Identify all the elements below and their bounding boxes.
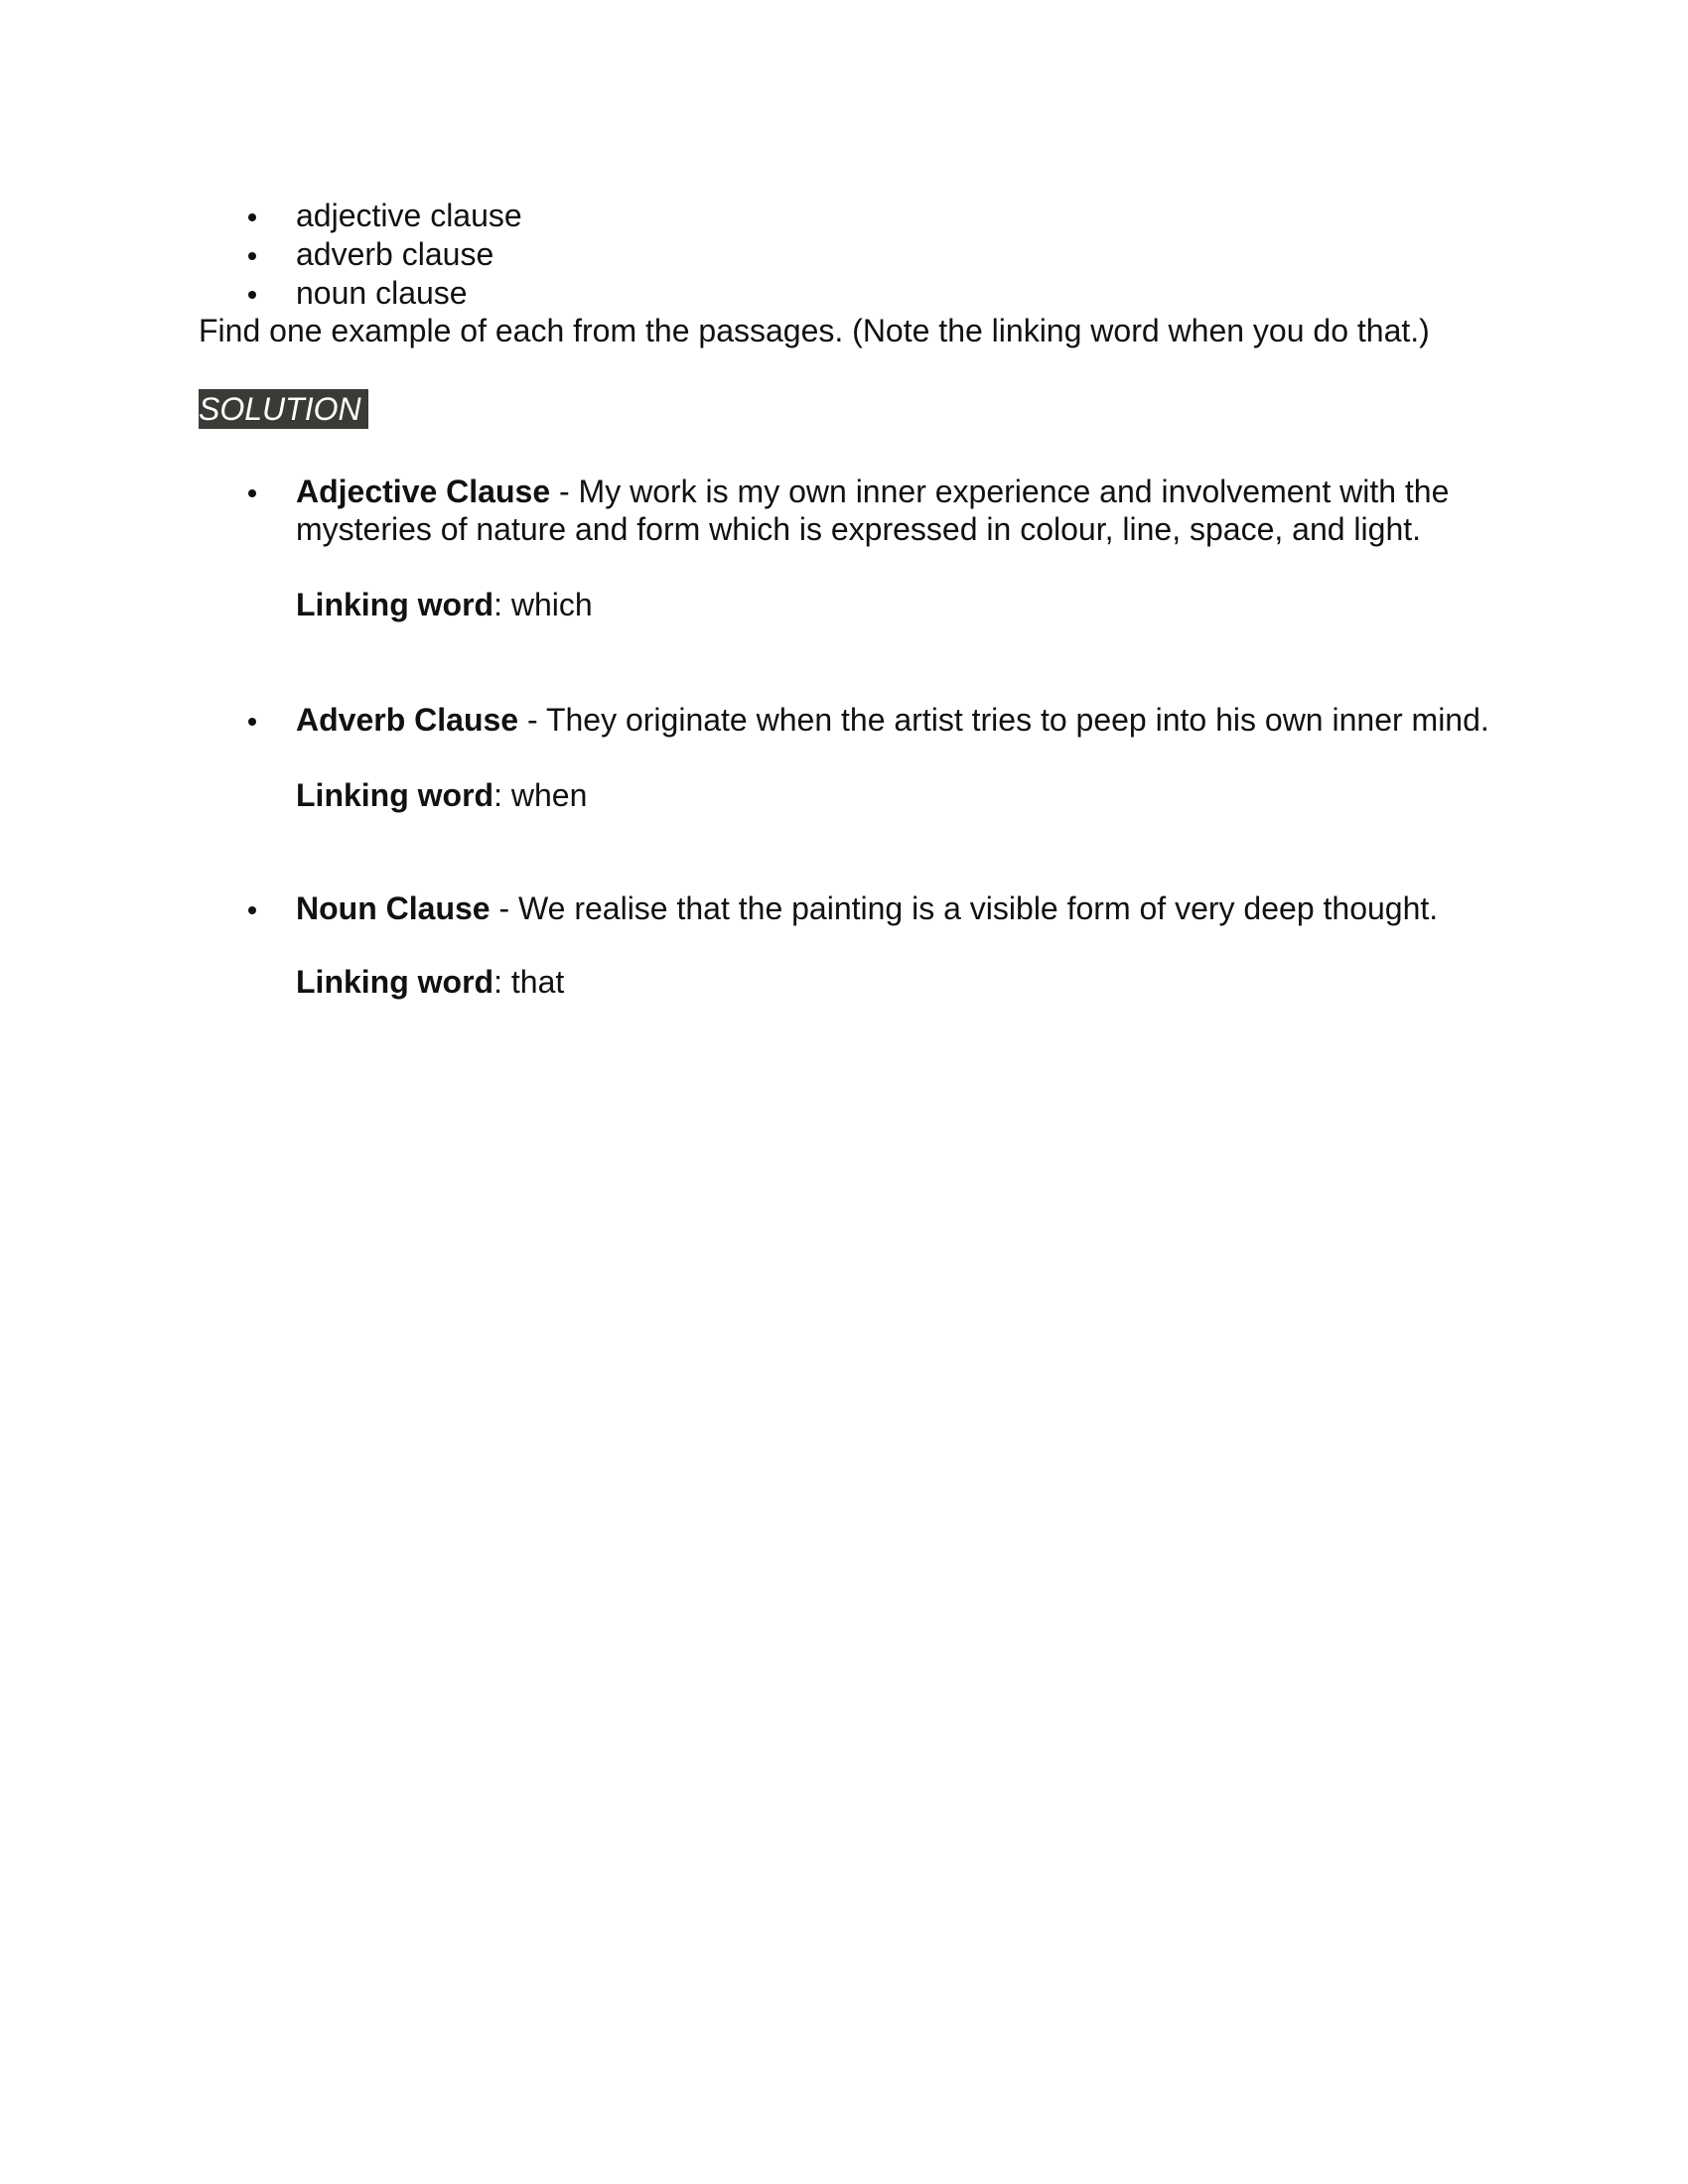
clause-type-label: Noun Clause — [296, 890, 491, 926]
bullet-icon — [248, 906, 256, 914]
bullet-icon — [248, 291, 256, 299]
list-item — [199, 235, 522, 274]
bullet-icon — [248, 718, 256, 726]
answer-item-adverb — [199, 701, 1529, 889]
linking-word-label: Linking word — [296, 777, 494, 813]
instruction-text: Find one example of each from the passages. (Note the linking word when you do that.) — [199, 313, 1430, 348]
answers-list — [199, 473, 1529, 1009]
linking-word-label: Linking word — [296, 964, 494, 1000]
example-sentence: - We realise that the painting is a visible form of very deep thought. — [490, 890, 1439, 926]
bullet-icon — [248, 489, 256, 497]
bullet-icon — [248, 213, 256, 221]
list-item-text: adverb clause — [296, 236, 494, 272]
list-item-text: noun clause — [296, 275, 468, 311]
example-sentence: - They originate when the artist tries to peep into his own inner mind. — [518, 702, 1489, 738]
linking-word-value: : when — [493, 777, 588, 813]
list-item-text: adjective clause — [296, 198, 522, 233]
linking-word-value: : that — [493, 964, 565, 1000]
answer-text — [296, 473, 1529, 548]
linking-word-line — [296, 586, 1529, 623]
clause-type-label: Adjective Clause — [296, 474, 551, 509]
solution-label: SOLUTION — [199, 389, 368, 429]
bullet-icon — [248, 252, 256, 260]
answer-text — [296, 889, 1529, 927]
answer-text — [296, 701, 1529, 739]
answer-item-noun — [199, 889, 1529, 1009]
list-item — [199, 197, 522, 235]
answer-item-adjective — [199, 473, 1529, 701]
clause-type-label: Adverb Clause — [296, 702, 519, 738]
linking-word-line — [296, 963, 1529, 1001]
list-item — [199, 274, 522, 313]
linking-word-label: Linking word — [296, 587, 494, 622]
clause-type-list — [199, 197, 522, 313]
example-sentence: - My work is my own inner experience and involvement with the mysteries of nature and form which is expressed in colour, line, space, and light. — [296, 474, 1450, 547]
linking-word-value: : which — [493, 587, 593, 622]
linking-word-line — [296, 776, 1529, 814]
